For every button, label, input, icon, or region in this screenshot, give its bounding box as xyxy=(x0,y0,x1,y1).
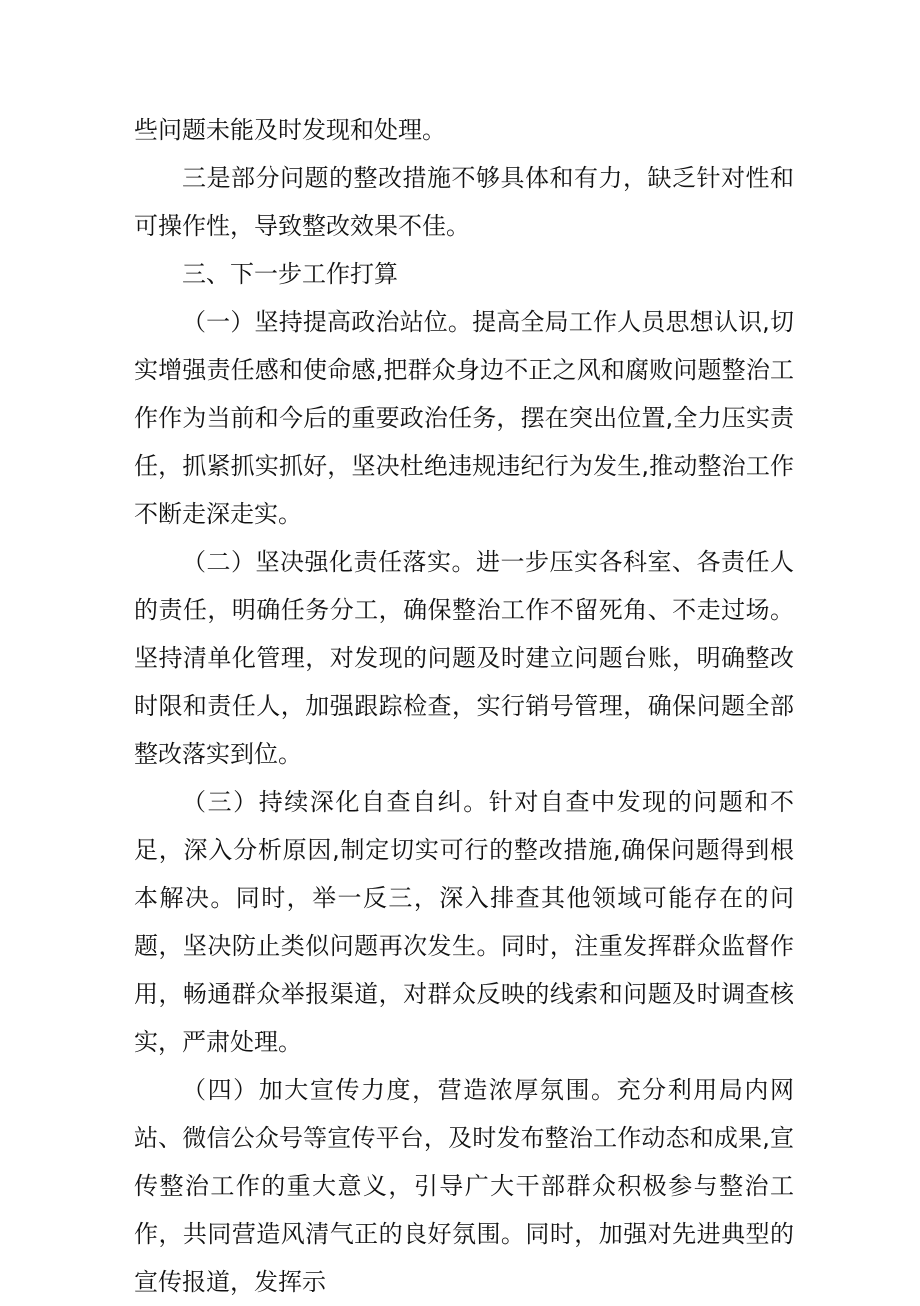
paragraph-item-3: （三）持续深化自查自纠。针对自查中发现的问题和不足，深入分析原因,制定切实可行的整改措施,确保问题得到根本解决。同时，举一反三，深入排查其他领域可能存在的问题，坚决防止类似问题再次发生。同时，注重发挥群众监督作用，畅通群众举报渠道，对群众反映的线索和问题及时调查核实，严肃处理。 xyxy=(134,788,794,1056)
paragraph-item-4: （四）加大宣传力度，营造浓厚氛围。充分利用局内网站、微信公众号等宣传平台，及时发布整治工作动态和成果,宣传整治工作的重大意义，引导广大干部群众积极参与整治工作，共同营造风清气正的良好氛围。同时，加强对先进典型的宣传报道，发挥示 xyxy=(134,1076,794,1296)
paragraph-item-2: （二）坚决强化责任落实。进一步压实各科室、各责任人的责任，明确任务分工，确保整治工作不留死角、不走过场。坚持清单化管理，对发现的问题及时建立问题台账，明确整改时限和责任人，加强跟踪检查，实行销号管理，确保问题全部整改落实到位。 xyxy=(134,548,794,768)
paragraph-1: 些问题未能及时发现和处理。 xyxy=(134,116,446,144)
section-heading: 三、下一步工作打算 xyxy=(182,260,398,288)
paragraph-item-1: （一）坚持提高政治站位。提高全局工作人员思想认识,切实增强责任感和使命感,把群众身边不正之风和腐败问题整治工作作为当前和今后的重要政治任务，摆在突出位置,全力压实责任，抓紧抓实抓好，坚决杜绝违规违纪行为发生,推动整治工作不断走深走实。 xyxy=(134,308,794,528)
paragraph-2: 三是部分问题的整改措施不够具体和有力，缺乏针对性和可操作性，导致整改效果不佳。 xyxy=(134,164,794,240)
document-body xyxy=(134,106,794,1306)
